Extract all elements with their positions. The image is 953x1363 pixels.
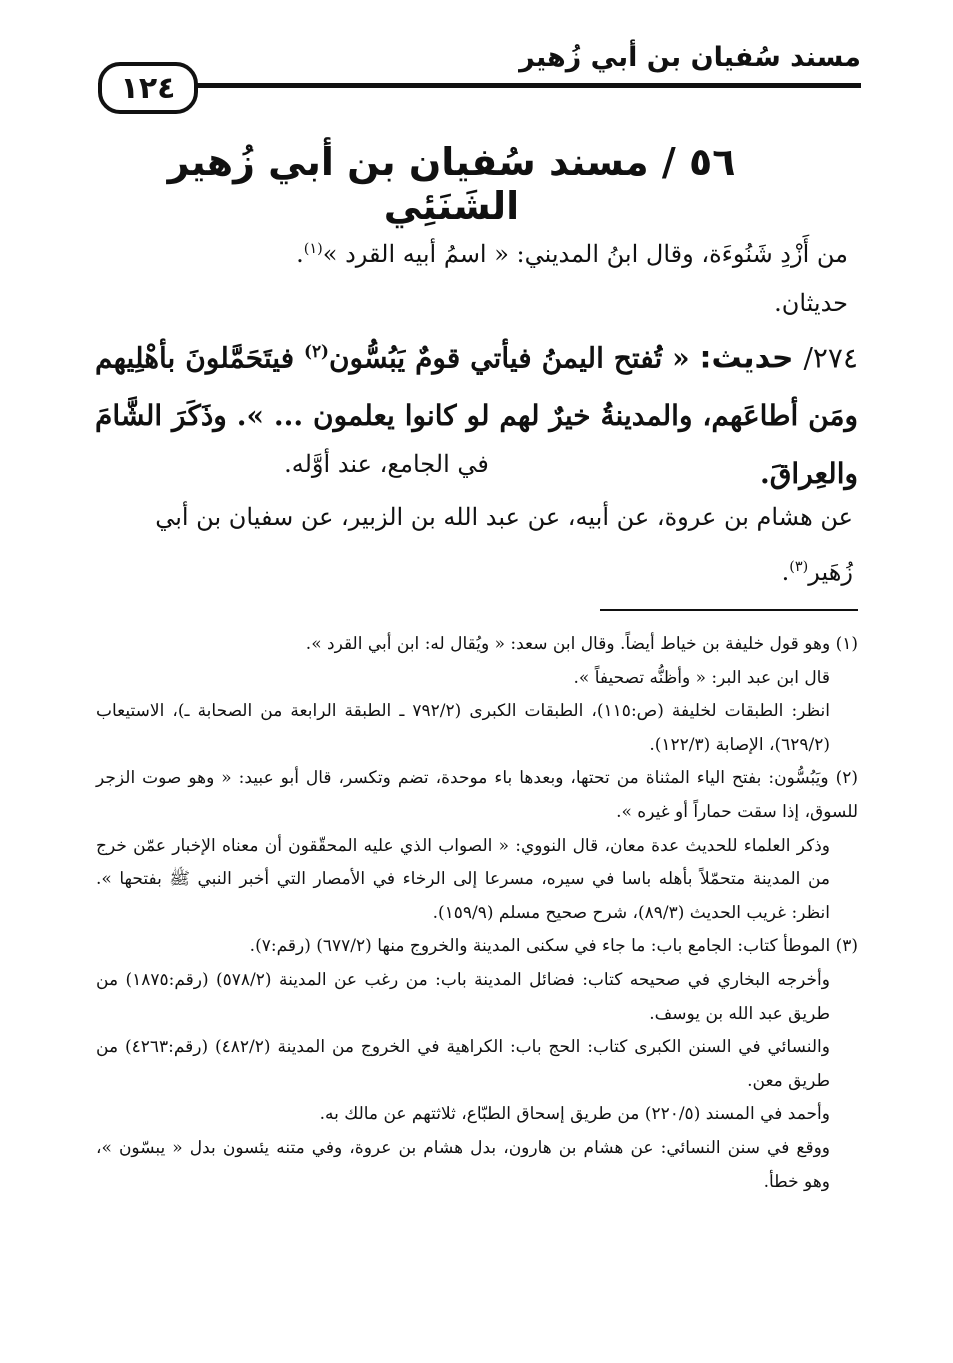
- footnote-separator: [600, 609, 858, 611]
- footnote: والنسائي في السنن الكبرى كتاب: الحج باب: الكراهية في الخروج من المدينة (٤٨٢/٢) (رقم:٤٢٦٣) من طريق معن.: [96, 1037, 830, 1091]
- chain-end: .: [781, 558, 790, 586]
- running-title: مسند سُفيان بن أبي زُهير: [519, 42, 861, 73]
- footnote-ref-1: (١): [303, 241, 323, 257]
- isnad-chain: [100, 492, 853, 597]
- page-number-badge: [98, 62, 198, 114]
- section-heading: ٥٦ / مسند سُفيان بن أبي زُهير الشَنَئِي: [167, 140, 736, 228]
- footnote-ref-2: (٢): [304, 341, 329, 361]
- footnote-ref-3: (٣): [789, 559, 809, 575]
- hadith-number: ٢٧٤/: [803, 341, 858, 375]
- footnote: وأخرجه البخاري في صحيحه كتاب: فضائل المدينة باب: من رغب عن المدينة (٥٧٨/٢) (رقم:١٨٧٥) من طريق عبد الله بن يوسف.: [96, 969, 830, 1024]
- intro-end: .: [296, 240, 304, 268]
- intro-text: من أَزْدِ شَنُوءَة، وقال ابنُ المديني: « اسمُ أبيه القرد »: [322, 240, 848, 268]
- hadith-text-a: « تُفتح اليمنُ فيأتي قومٌ يَبُسُّون: [328, 341, 690, 375]
- footnote: ووقع في سنن النسائي: عن هشام بن هارون، بدل هشام بن عروة، وفي متنه يئسون بدل « يبسّون »، وهو خطأ.: [96, 1137, 830, 1192]
- source-line: في الجامع، عند أوَّله.: [284, 450, 489, 478]
- hadith-text-b: فيتَحَمَّلونَ بأهْلِيهم ومَن أطاعَهم، والمدينةُ خيرٌ لهم لو كانوا يعلمون ... ». وذَكَرَ الشَّامَ والعِراقَ.: [95, 341, 858, 491]
- page-number: ١٢٤: [120, 70, 176, 106]
- footnote: وأحمد في المسند (٢٢٠/٥) من طريق إسحاق الطبّاع، ثلاثتهم عن مالك به.: [319, 1104, 830, 1125]
- chain-text: عن هشام بن عروة، عن أبيه، عن عبد الله بن الزبير، عن سفيان بن أبي زُهَير: [155, 503, 853, 586]
- footnote: قال ابن عبد البر: « وأظنُّه تصحيفاً ».: [573, 667, 830, 688]
- footnote: وذكر العلماء للحديث عدة معان، قال النووي: « الصواب الذي عليه المحقّقون أن معناه الإخبار عمّن خرج من المدينة متحمّلاً بأهله باسا في سيره، مسرعا إلى الرخاء في الأمصار التي أخبر النبي ﷺ بفتحها ». انظر: غريب الحديث (٨٩/٣)، شرح صحيح مسلم (١٥٩/٩).: [96, 835, 830, 923]
- header-rule: [98, 83, 861, 88]
- footnote: (٣) الموطأ كتاب: الجامع باب: ما جاء في سكنى المدينة والخروج منها (٦٧٧/٢) (رقم:٧).: [249, 936, 858, 957]
- intro-line-2: حديثان.: [774, 289, 848, 317]
- hadith-label: حديث:: [699, 340, 794, 376]
- intro-line-1: [100, 222, 848, 281]
- footnote: انظر: الطبقات لخليفة (ص:١١٥)، الطبقات الكبرى (٧٩٢/٢ ـ الطبقة الرابعة من الصحابة ـ)، الاستيعاب (٦٢٩/٢)، الإصابة (١٢٢/٣).: [96, 701, 830, 755]
- footnote: (١) وهو قول خليفة بن خياط أيضاً. وقال ابن سعد: « ويُقال له: ابن أبي القرد ».: [305, 634, 858, 654]
- footnote: (٢) ويَبُسُّون: بفتح الياء المثناة من تحتها، وبعدها باء موحدة، تضم وتكسر، قال أبو عبيد: « وهو صوت الزجر للسوق، إذا سقت حماراً أو غيره ».: [96, 768, 858, 822]
- footnotes: [96, 628, 858, 1199]
